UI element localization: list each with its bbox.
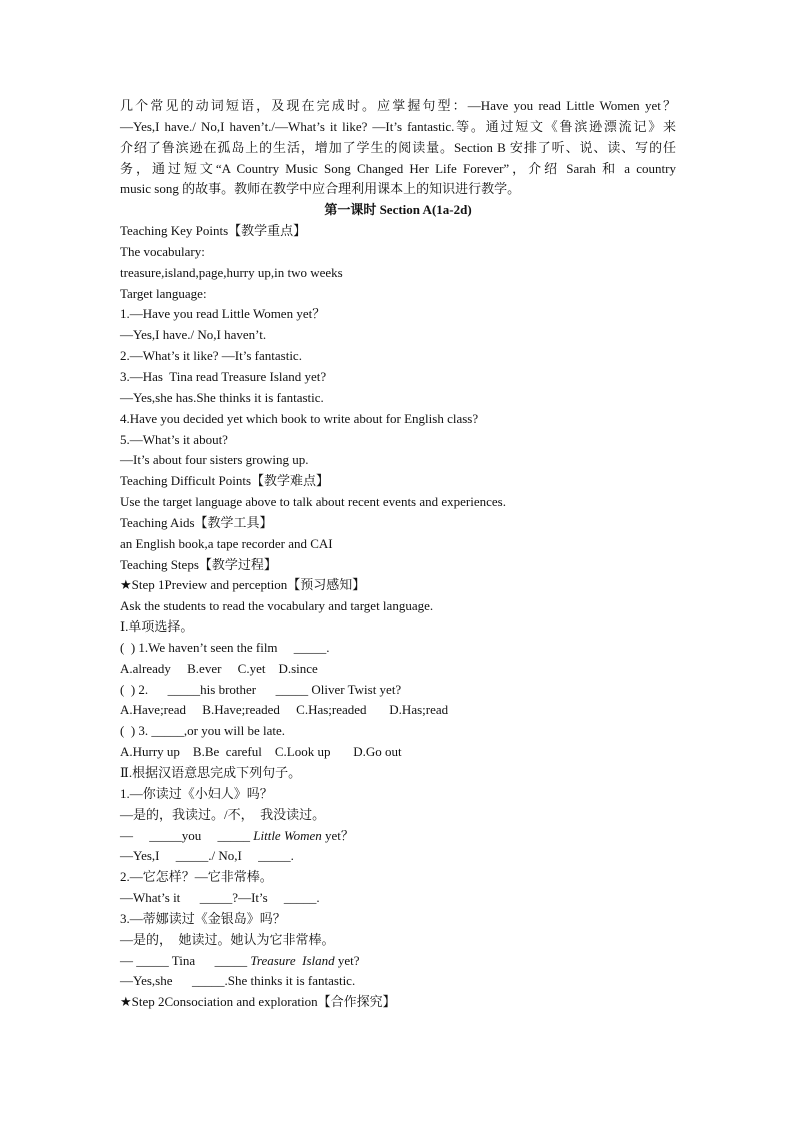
target-item: 5.—What’s it about? xyxy=(120,431,228,447)
target-item: 4.Have you decided yet which book to write about for English class? xyxy=(120,410,479,426)
exercise-line: 1.—你读过《小妇人》吗？ xyxy=(120,785,273,801)
key-points-heading: Teaching Key Points【教学重点】 xyxy=(120,223,307,239)
lesson-title: 第一课时 Section A(1a-2d) xyxy=(324,202,472,218)
teaching-aids-text: an English book,a tape recorder and CAI xyxy=(120,535,333,551)
book-title: Little Women xyxy=(253,827,322,843)
exercise-line: —是的，我读过。/不， 我没读过。 xyxy=(120,806,326,822)
target-language-label: Target language: xyxy=(120,285,207,301)
intro-line: 介绍了鲁滨逊在孤岛上的生活，增加了学生的阅读量。Section B 安排了听、说、读、写的任 xyxy=(120,139,676,155)
step2-heading: ★Step 2Consociation and exploration【合作探究】 xyxy=(120,994,396,1010)
target-item: 2.—What’s it like? —It’s fantastic. xyxy=(120,348,302,364)
teaching-aids-heading: Teaching Aids【教学工具】 xyxy=(120,514,273,530)
exercise-text: yet？ xyxy=(321,827,354,843)
exercise-line: 3.—蒂娜读过《金银岛》吗？ xyxy=(120,910,286,926)
exercise-line xyxy=(120,951,676,972)
book-title: Treasure Island xyxy=(250,952,335,968)
exercise-line: A.Have;read B.Have;readed C.Has;readed D.Has;read xyxy=(120,702,449,718)
exercise-line: —Yes,she _____.She thinks it is fantastic. xyxy=(120,973,356,989)
exercise-line: ( ) 3. _____,or you will be late. xyxy=(120,723,285,739)
target-item: —Yes,she has.She thinks it is fantastic. xyxy=(120,389,324,405)
exercise-line: ( ) 1.We haven’t seen the film _____. xyxy=(120,639,330,655)
vocab-list: treasure,island,page,hurry up,in two weeks xyxy=(120,264,343,280)
exercise-line: 2.—它怎样？—它非常棒。 xyxy=(120,869,273,885)
intro-line: music song 的故事。教师在教学中应合理利用课本上的知识进行教学。 xyxy=(120,181,521,197)
target-item: —Yes,I have./ No,I haven’t. xyxy=(120,327,267,343)
intro-paragraph xyxy=(120,96,676,200)
target-item: —It’s about four sisters growing up. xyxy=(120,452,309,468)
exercise-line: A.already B.ever C.yet D.since xyxy=(120,660,318,676)
exercise-line: —是的， 她读过。她认为它非常棒。 xyxy=(120,931,335,947)
document-body xyxy=(120,96,676,1013)
exercise-line: ( ) 2. _____his brother _____ Oliver Twist yet? xyxy=(120,681,402,697)
vocab-label: The vocabulary: xyxy=(120,243,205,259)
target-item: 1.—Have you read Little Women yet？ xyxy=(120,306,326,322)
exercise-part2-heading: Ⅱ.根据汉语意思完成下列句子。 xyxy=(120,765,302,780)
difficult-points-heading: Teaching Difficult Points【教学难点】 xyxy=(120,473,329,489)
exercise-text: yet? xyxy=(334,952,360,968)
intro-line: —Yes,I have./ No,I haven’t./—What’s it like? —It’s fantastic.等。通过短文《鲁滨逊漂流记》来 xyxy=(120,118,676,134)
intro-line: 几个常见的动词短语，及现在完成时。应掌握句型：—Have you read Little Women yet？ xyxy=(120,98,676,113)
exercise-text: — _____you _____ xyxy=(120,827,254,843)
intro-line: 务，通过短文“A Country Music Song Changed Her Life Forever”，介绍 Sarah 和 a country xyxy=(120,160,676,176)
step1-heading: ★Step 1Preview and perception【预习感知】 xyxy=(120,577,366,593)
exercise-line: A.Hurry up B.Be careful C.Look up D.Go out xyxy=(120,744,402,760)
exercise-line: —Yes,I _____./ No,I _____. xyxy=(120,848,294,864)
step1-instruction: Ask the students to read the vocabulary and target language. xyxy=(120,598,434,614)
difficult-points-text: Use the target language above to talk about recent events and experiences. xyxy=(120,494,506,510)
exercise-text: — _____ Tina _____ xyxy=(120,952,251,968)
exercise-line xyxy=(120,826,676,847)
exercise-line: —What’s it _____?—It’s _____. xyxy=(120,890,320,906)
exercise-part1-heading: Ⅰ.单项选择。 xyxy=(120,619,194,635)
teaching-steps-heading: Teaching Steps【教学过程】 xyxy=(120,556,277,572)
target-item: 3.—Has Tina read Treasure Island yet? xyxy=(120,368,327,384)
